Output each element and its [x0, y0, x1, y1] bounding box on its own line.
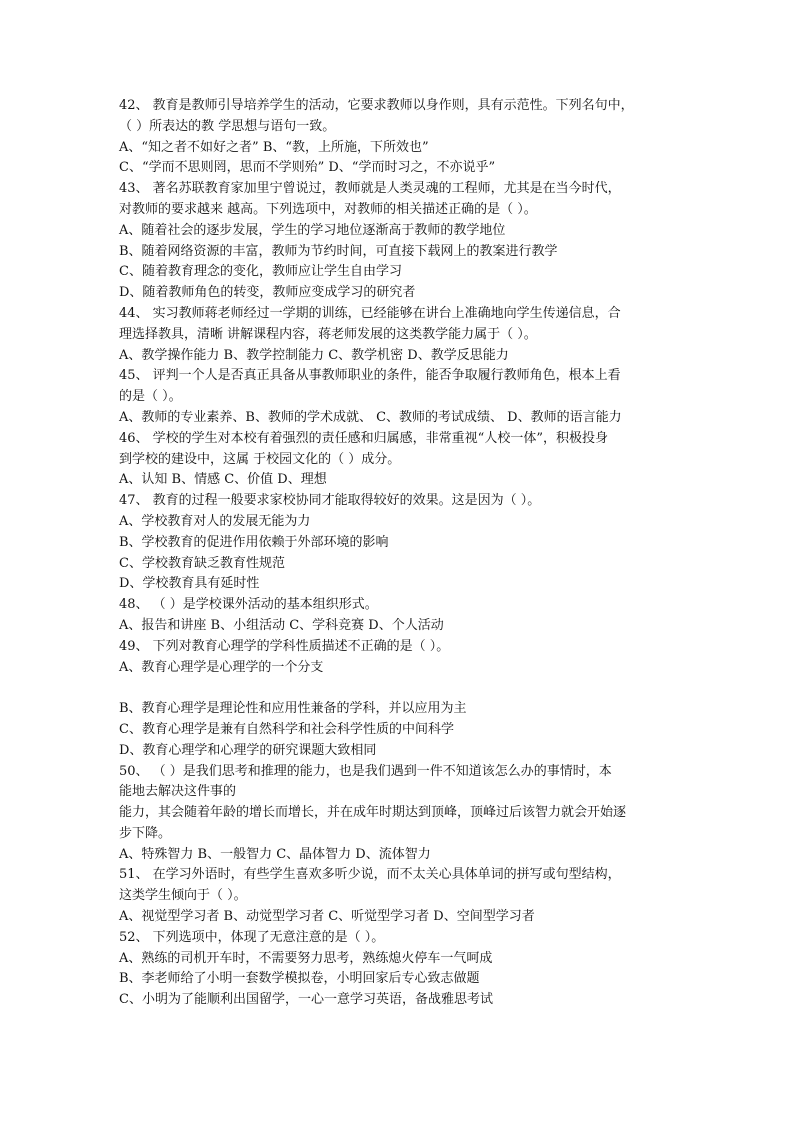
text-line: B、学校教育的促进作用依赖于外部环境的影响: [119, 534, 389, 550]
text-line: C、小明为了能顺利出国留学，一心一意学习英语，备战雅思考试: [119, 992, 493, 1008]
text-line: 48、 （ ）是学校课外活动的基本组织形式。: [119, 597, 378, 613]
text-line: [119, 678, 679, 699]
text-line: 46、 学校的学生对本校有着强烈的责任感和归属感，非常重视“人校一体”，积极投身: [119, 430, 608, 446]
text-line: 对教师的要求越来 越高。下列选项中，对教师的相关描述正确的是（ ）。: [119, 201, 537, 217]
text-line: D、随着教师角色的转变，教师应变成学习的研究者: [119, 285, 416, 301]
text-line: A、认知 B、情感 C、价值 D、理想: [119, 472, 327, 488]
text-line: A、熟练的司机开车时，不需要努力思考，熟练熄火停车一气呵成: [119, 950, 493, 966]
text-line: D、教育心理学和心理学的研究课题大致相同: [119, 742, 377, 758]
text-line: 理选择教具，清晰 讲解课程内容，蒋老师发展的这类教学能力属于（ ）。: [119, 326, 537, 342]
text-line: C、“学而不思则罔，思而不学则殆” D、“学而时习之，不亦说乎”: [119, 160, 496, 176]
text-line: B、李老师给了小明一套数学模拟卷，小明回家后专心致志做题: [119, 971, 480, 987]
text-line: A、随着社会的逐步发展，学生的学习地位逐渐高于教师的教学地位: [119, 222, 506, 238]
text-line: 44、 实习教师蒋老师经过一学期的训练，已经能够在讲台上准确地向学生传递信息，合: [119, 305, 621, 321]
text-line: A、视觉型学习者 B、动觉型学习者 C、听觉型学习者 D、空间型学习者: [119, 909, 535, 925]
text-line: A、教学操作能力 B、教学控制能力 C、教学机密 D、教学反思能力: [119, 347, 509, 363]
text-line: 52、 下列选项中，体现了无意注意的是（ ）。: [119, 929, 385, 945]
text-line: 50、 （ ）是我们思考和推理的能力，也是我们遇到一件不知道该怎么办的事情时，本: [119, 763, 612, 779]
text-line: A、“知之者不如好之者” B、“教，上所施，下所效也”: [119, 139, 429, 155]
text-line: 49、 下列对教育心理学的学科性质描述不正确的是（ ）。: [119, 638, 450, 654]
text-line: 43、 著名苏联教育家加里宁曾说过，教师就是人类灵魂的工程师，尤其是在当今时代，: [119, 181, 621, 197]
text-line: C、教育心理学是兼有自然科学和社会科学性质的中间科学: [119, 721, 454, 737]
text-line: （ ）所表达的教 学思想与语句一致。: [119, 118, 336, 134]
text-line: C、随着教育理念的变化，教师应让学生自由学习: [119, 264, 402, 280]
text-line: 能地去解决这件事的: [119, 784, 237, 800]
text-line: B、教育心理学是理论性和应用性兼备的学科，并以应用为主: [119, 701, 467, 717]
text-line: 这类学生倾向于（ ）。: [119, 888, 247, 904]
text-line: A、学校教育对人的发展无能为力: [119, 513, 311, 529]
text-line: A、教育心理学是心理学的一个分支: [119, 659, 324, 675]
text-line: A、教师的专业素养、B、教师的学术成就、 C、教师的考试成绩、 D、教师的语言能力: [119, 409, 622, 425]
text-line: A、特殊智力 B、一般智力 C、晶体智力 D、流体智力: [119, 846, 431, 862]
text-line: 步下降。: [119, 825, 172, 841]
text-line: 的是（ ）。: [119, 389, 182, 405]
document-body: [119, 96, 679, 1011]
text-line: 47、 教育的过程一般要求家校协同才能取得较好的效果。这是因为（ ）。: [119, 493, 541, 509]
text-line: A、报告和讲座 B、小组活动 C、学科竞赛 D、个人活动: [119, 617, 444, 633]
text-line: 42、 教育是教师引导培养学生的活动，它要求教师以身作则，具有示范性。下列名句中，: [119, 98, 634, 113]
text-line: 45、 评判一个人是否真正具备从事教师职业的条件，能否争取履行教师角色，根本上看: [119, 368, 621, 384]
text-line: 能力，其会随着年龄的增长而增长，并在成年时期达到顶峰，顶峰过后该智力就会开始逐: [119, 805, 627, 821]
text-line: B、随着网络资源的丰富，教师为节约时间，可直接下载网上的教案进行教学: [119, 243, 558, 259]
text-line: 51、 在学习外语时，有些学生喜欢多听少说，而不太关心具体单词的拼写或句型结构，: [119, 867, 621, 883]
text-line: C、学校教育缺乏教育性规范: [119, 555, 285, 571]
text-line: D、学校教育具有延时性: [119, 576, 260, 592]
text-line: 到学校的建设中，这属 于校园文化的（ ）成分。: [119, 451, 401, 467]
